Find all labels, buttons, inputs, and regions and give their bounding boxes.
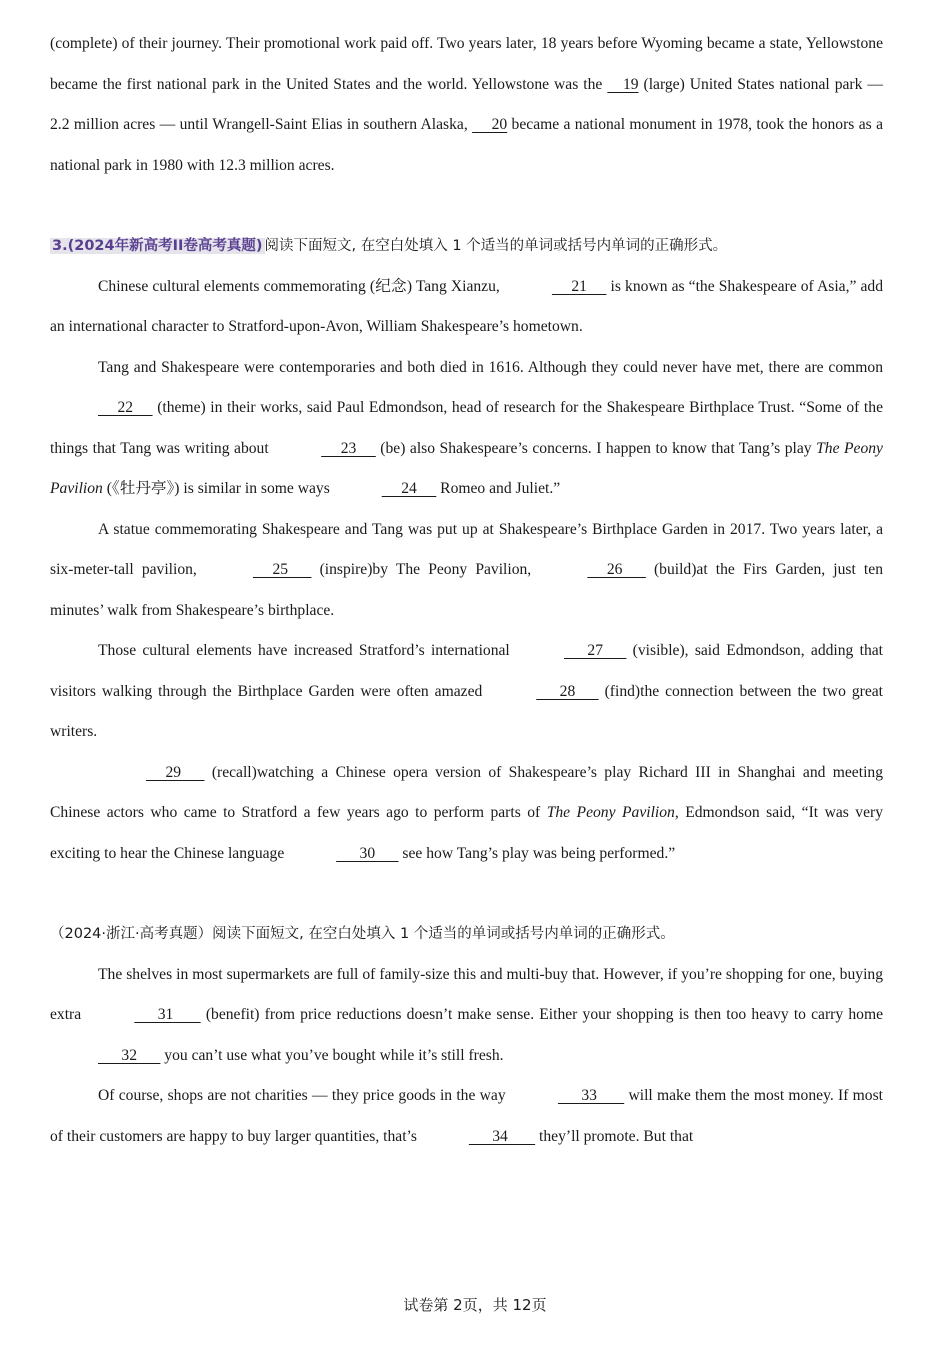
text-run: (《牡丹亭》) is similar in some ways xyxy=(102,480,334,497)
blank-34[interactable]: 34 xyxy=(468,1127,536,1145)
blank-26[interactable]: 26 xyxy=(587,561,646,578)
text-run: (complete) of their journey. Their promotional work paid off. Two years later, 18 years before Wyoming became a state, Yellowstone became the first national park in the United States and the world. Yellowstone was the xyxy=(50,35,883,93)
text-run: became a national monument in 1978, took the honors as a national park in 1980 with 12.3 million acres. xyxy=(50,116,883,174)
question-instruction: 阅读下面短文, 在空白处填入 1 个适当的单词或括号内单词的正确形式。 xyxy=(264,238,728,254)
text-run: (be) also Shakespeare’s concerns. I happen to know that Tang’s play xyxy=(375,439,817,457)
text-run: (theme) in their works, said Paul Edmondson, head of research for the Shakespeare Birthplace Trust. “Some of the things that Tang was writing about xyxy=(50,399,883,457)
text-run: (large) United States national park — 2.2 million acres — until Wrangell-Saint Elias in southern Alaska, xyxy=(50,75,883,133)
blank-22[interactable]: 22 xyxy=(98,399,153,416)
blank-23[interactable]: 23 xyxy=(321,439,376,457)
spacer xyxy=(50,186,883,226)
blank-19[interactable]: 19 xyxy=(607,75,639,93)
play-title: The Peony Pavilion xyxy=(546,804,675,821)
section3-heading xyxy=(50,226,883,267)
text-run: you can’t use what you’ve bought while it’s still fresh. xyxy=(160,1046,504,1064)
text-run: Of course, shops are not charities — they price goods in the way xyxy=(98,1087,510,1104)
text-run: Romeo and Juliet.” xyxy=(436,480,561,497)
document-page xyxy=(50,24,883,1157)
text-run: they’ll promote. But that xyxy=(535,1127,694,1145)
section4-heading xyxy=(50,914,883,955)
blank-33[interactable]: 33 xyxy=(557,1087,625,1104)
section3-paragraph-5 xyxy=(50,753,883,875)
play-title: The Peony Pavilion xyxy=(50,439,883,497)
text-run: see how Tang’s play was being performed.” xyxy=(398,844,676,862)
text-run: Those cultural elements have increased Stratford’s international xyxy=(98,642,517,659)
blank-25[interactable]: 25 xyxy=(252,561,312,578)
section4-paragraph-1 xyxy=(50,955,883,1077)
text-run: Chinese cultural elements commemorating (纪念) Tang Xianzu, xyxy=(98,277,504,295)
blank-24[interactable]: 24 xyxy=(381,480,437,497)
question-source-label: 3.(2024年新高考II卷高考真题) xyxy=(52,238,263,254)
text-run: (find)the connection between the two great writers. xyxy=(50,682,884,740)
text-run: Tang and Shakespeare were contemporaries and both died in 1616. Although they could never have met, there are common xyxy=(98,358,883,376)
section3-paragraph-4 xyxy=(50,631,883,753)
blank-28[interactable]: 28 xyxy=(536,682,599,700)
section3-paragraph-3 xyxy=(50,510,883,632)
blank-32[interactable]: 32 xyxy=(98,1046,161,1064)
question-instruction: （2024·浙江·高考真题）阅读下面短文, 在空白处填入 1 个适当的单词或括号内单词的正确形式。 xyxy=(50,926,675,942)
text-run: (benefit) from price reductions doesn’t make sense. Either your shopping is then too heavy to carry home xyxy=(200,1006,883,1023)
text-run: (build)at the Firs Garden, just ten minutes’ walk from Shakespeare’s birthplace. xyxy=(50,561,883,619)
blank-20[interactable]: 20 xyxy=(472,116,508,133)
page-footer: 试卷第 2页，共 12页 xyxy=(403,1296,547,1314)
text-run: (recall)watching a Chinese opera version of Shakespeare’s play Richard III in Shanghai and meeting Chinese actors who came to Stratford a few years ago to perform parts of xyxy=(50,763,883,821)
text-run: is known as “the Shakespeare of Asia,” add an international character to Stratford-upon-Avon, William Shakespeare’s hometown. xyxy=(50,277,883,335)
text-run: (visible), said Edmondson, adding that visitors walking through the Birthplace Garden were often amazed xyxy=(50,642,883,700)
text-run: will make them the most money. If most of their customers are happy to buy larger quantities, that’s xyxy=(50,1087,884,1145)
blank-27[interactable]: 27 xyxy=(564,642,627,659)
blank-21[interactable]: 21 xyxy=(551,277,607,295)
text-run: (inspire)by The Peony Pavilion, xyxy=(311,561,540,578)
text-run: , Edmondson said, “It was very exciting to hear the Chinese language xyxy=(50,804,883,862)
text-run: The shelves in most supermarkets are full of family-size this and multi-buy that. However, if you’re shopping for one, buying extra xyxy=(50,965,883,1023)
section3-paragraph-1 xyxy=(50,267,883,348)
spacer xyxy=(50,874,883,914)
blank-31[interactable]: 31 xyxy=(134,1006,201,1023)
paragraph-prev xyxy=(50,24,883,186)
section4-paragraph-2 xyxy=(50,1076,883,1157)
text-run: A statue commemorating Shakespeare and Tang was put up at Shakespeare’s Birthplace Garden in 2017. Two years later, a six-meter-tall pavilion, xyxy=(50,520,883,578)
blank-29[interactable]: 29 xyxy=(146,763,205,781)
blank-30[interactable]: 30 xyxy=(336,844,399,862)
section3-paragraph-2 xyxy=(50,348,883,510)
